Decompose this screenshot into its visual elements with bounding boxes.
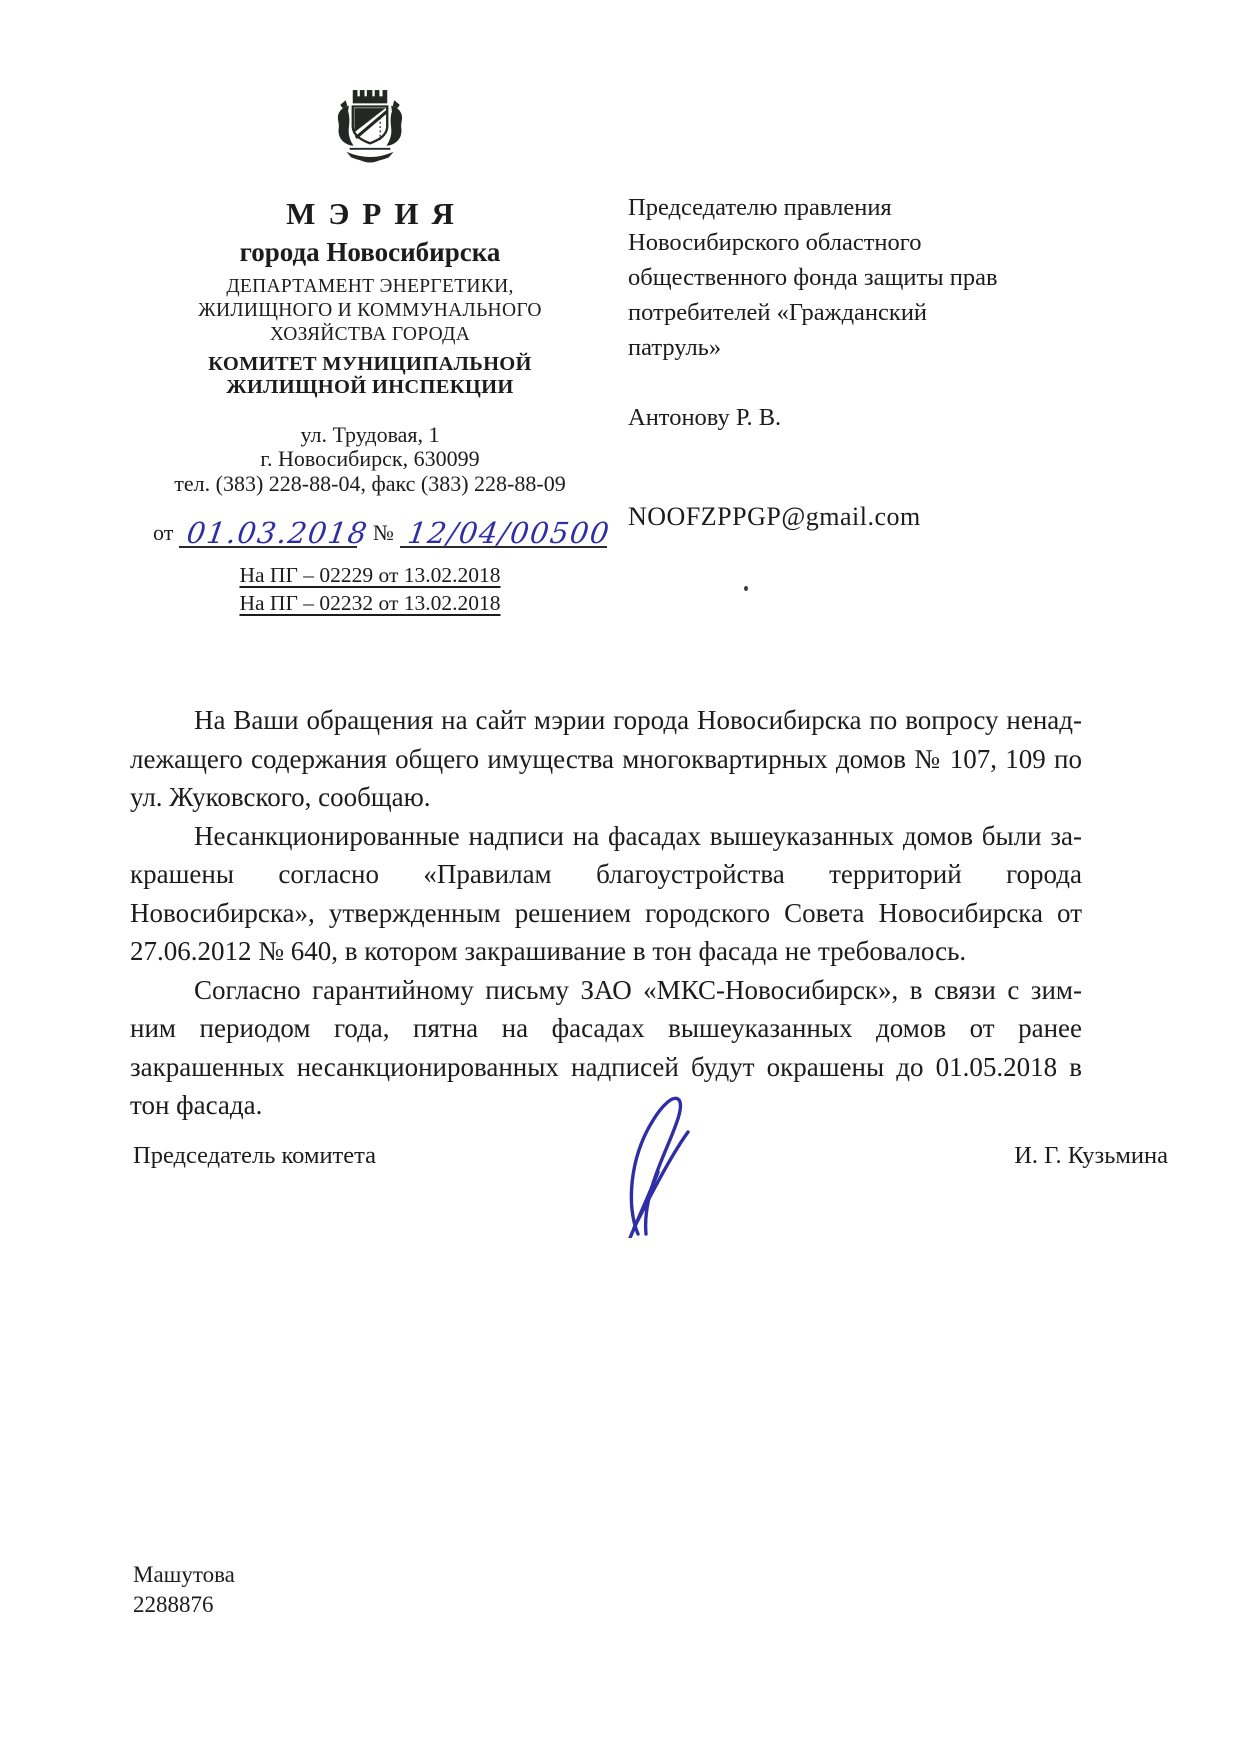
body-line: Несанкционированные надписи на фасадах вышеуказанных домов были за- <box>194 820 1082 851</box>
addressee-line: потребителей «Гражданский <box>628 299 928 326</box>
department-line: ДЕПАРТАМЕНТ ЭНЕРГЕТИКИ, <box>226 275 514 297</box>
incoming-reference: На ПГ – 02232 от 13.02.2018 <box>239 591 501 616</box>
signer-name: И. Г. Кузьмина <box>1014 1142 1168 1169</box>
org-title: МЭРИЯ <box>286 196 467 231</box>
novosibirsk-coat-of-arms-icon <box>323 84 417 176</box>
body-line: Новосибирска», утвержденным решением городского Совета Новосибирска от <box>130 897 1082 928</box>
addressee-line: патруль» <box>628 334 722 361</box>
handwritten-number: 12/04/00500 <box>405 516 613 551</box>
letter-body <box>130 701 1082 1125</box>
incoming-reference: На ПГ – 02229 от 13.02.2018 <box>239 563 501 588</box>
scan-artifact-dot <box>744 586 748 591</box>
org-subtitle: города Новосибирска <box>239 236 501 267</box>
body-line: ним периодом года, пятна на фасадах вышеуказанных домов от ранее <box>130 1013 1082 1043</box>
date-label: от <box>153 520 174 546</box>
letterhead <box>133 84 613 617</box>
body-line: лежащего содержания общего имущества многоквартирных домов № 107, 109 по <box>130 743 1082 774</box>
addressee-line: общественного фонда защиты прав <box>628 264 998 291</box>
committee-line: ЖИЛИЩНОЙ ИНСПЕКЦИИ <box>226 375 514 398</box>
addressee-line: Новосибирского областного <box>628 229 922 256</box>
executor-block <box>133 1560 235 1620</box>
city-postcode: г. Новосибирск, 630099 <box>260 446 480 472</box>
addressee-line: Председателю правления <box>628 194 892 221</box>
department-name <box>133 275 607 347</box>
body-line: 27.06.2012 № 640, в котором закрашивание в тон фасада не требовалось. <box>130 936 967 966</box>
body-line: ул. Жуковского, сообщаю. <box>130 782 431 812</box>
street-address: ул. Трудовая, 1 <box>300 421 440 447</box>
phone-fax: тел. (383) 228-88-04, факс (383) 228-88-09 <box>174 470 566 496</box>
doc-number-row <box>133 506 613 551</box>
body-line: тон фасада. <box>130 1090 263 1120</box>
date-blank-line <box>179 506 371 551</box>
number-blank-line <box>400 506 613 551</box>
number-label: № <box>372 520 394 546</box>
signer-position: Председатель комитета <box>133 1142 377 1169</box>
department-line: ХОЗЯЙСТВА ГОРОДА <box>269 323 471 345</box>
executor-name: Машутова <box>133 1562 235 1587</box>
executor-phone: 2288876 <box>133 1592 214 1617</box>
addressee-block <box>628 190 1068 534</box>
body-line: крашены согласно «Правилам благоустройства территорий города <box>130 859 1082 889</box>
incoming-references <box>133 561 607 617</box>
body-line: На Ваши обращения на сайт мэрии города Новосибирска по вопросу ненад- <box>194 705 1082 735</box>
contact-block <box>133 423 607 497</box>
body-line: Согласно гарантийному письму ЗАО «МКС-Новосибирск», в связи с зим- <box>194 974 1082 1005</box>
handwritten-date: 01.03.2018 <box>184 516 371 551</box>
department-line: ЖИЛИЩНОГО И КОММУНАЛЬНОГО <box>198 299 542 321</box>
committee-name <box>133 353 607 399</box>
body-line: закрашенных несанкционированных надписей будут окрашены до 01.05.2018 в <box>130 1051 1082 1082</box>
handwritten-signature-icon <box>598 1086 710 1238</box>
committee-line: КОМИТЕТ МУНИЦИПАЛЬНОЙ <box>208 352 532 375</box>
addressee-name: Антонову Р. В. <box>628 404 782 431</box>
addressee-email: NOOFZPPGP@gmail.com <box>628 502 921 531</box>
